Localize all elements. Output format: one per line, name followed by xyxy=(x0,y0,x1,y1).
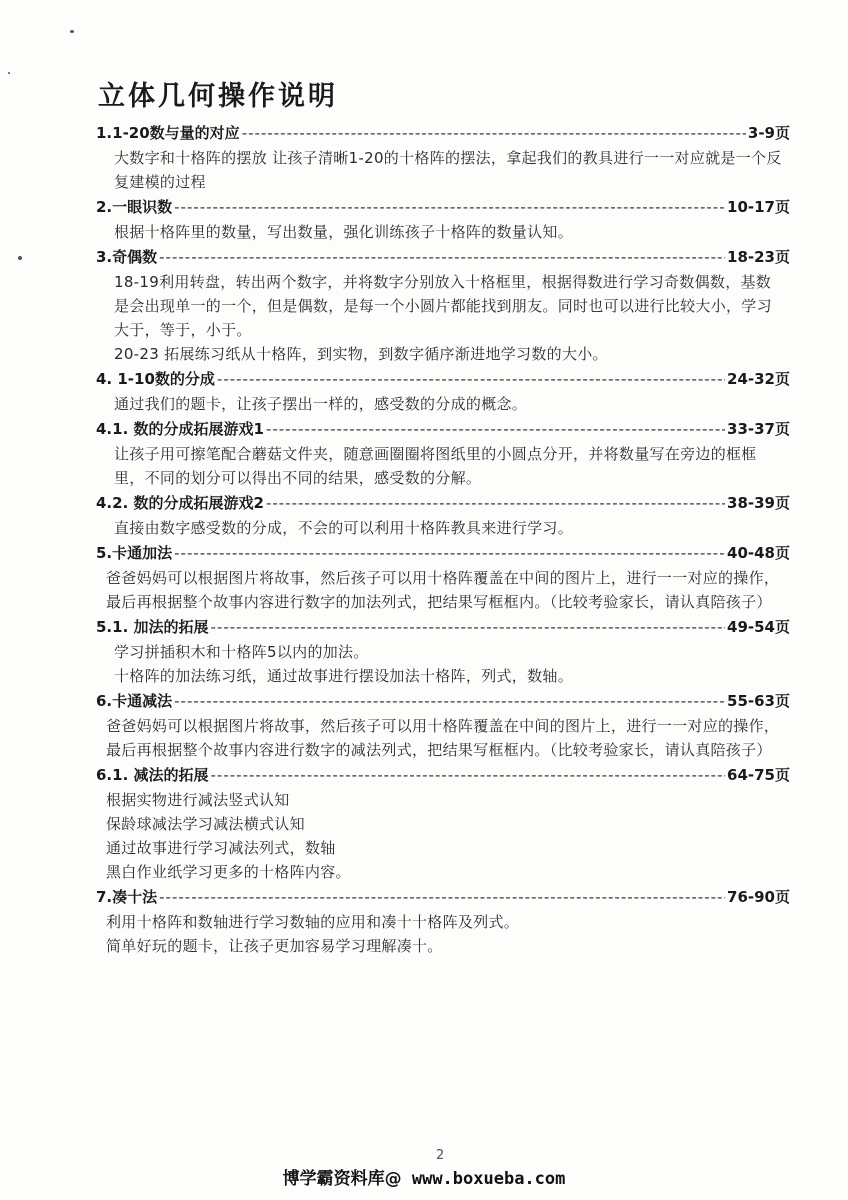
dot-leader xyxy=(211,614,726,640)
toc-entry-pages: 10-17页 xyxy=(727,198,790,216)
dot-leader xyxy=(174,688,725,714)
toc-entry-heading xyxy=(96,490,790,516)
toc-entry-pages: 40-48页 xyxy=(727,544,790,562)
description-line: 通过我们的题卡，让孩子摆出一样的，感受数的分成的概念。 xyxy=(114,395,528,413)
scan-speck xyxy=(18,256,22,260)
toc-entry-2 xyxy=(96,194,790,244)
dot-leader xyxy=(174,540,725,566)
toc-entry-title: 5.卡通加法 xyxy=(96,544,173,562)
toc-entry-1 xyxy=(96,120,790,194)
toc-entry-heading xyxy=(96,884,790,910)
toc-entry-title: 6.卡通减法 xyxy=(96,692,173,710)
page-title: 立体几何操作说明 xyxy=(98,81,338,112)
toc-entry-title: 4. 1-10数的分成 xyxy=(96,370,215,388)
scan-speck xyxy=(70,30,74,33)
toc-entry-heading xyxy=(96,244,790,270)
description-line: 根据十格阵里的数量，写出数量，强化训练孩子十格阵的数量认知。 xyxy=(114,223,574,241)
toc-entry-description xyxy=(96,146,790,194)
description-line: 利用十格阵和数轴进行学习数轴的应用和凑十十格阵及列式。 xyxy=(106,913,520,931)
toc-entry-4-1 xyxy=(96,416,790,490)
toc-entry-description xyxy=(96,220,790,244)
description-line: 爸爸妈妈可以根据图片将故事，然后孩子可以用十格阵覆盖在中间的图片上，进行一一对应的操作，最后再根据整个故事内容进行数字的加法列式，把结果写框框内。（比较考验家长，请认真陪孩子） xyxy=(106,569,780,611)
description-line: 直接由数字感受数的分成，不会的可以利用十格阵教具来进行学习。 xyxy=(114,519,574,537)
toc-entry-title: 4.2. 数的分成拓展游戏2 xyxy=(96,494,264,512)
dot-leader xyxy=(159,884,725,910)
dot-leader xyxy=(266,490,725,516)
description-line: 十格阵的加法练习纸，通过故事进行摆设加法十格阵，列式，数轴。 xyxy=(114,667,574,685)
toc-entry-heading xyxy=(96,540,790,566)
dot-leader xyxy=(174,194,725,220)
toc-entry-description xyxy=(96,910,790,958)
toc-entry-pages: 76-90页 xyxy=(727,888,790,906)
toc-entry-pages: 18-23页 xyxy=(727,248,790,266)
page-number: 2 xyxy=(436,1148,445,1163)
toc-entry-pages: 24-32页 xyxy=(727,370,790,388)
description-line: 18-19利用转盘，转出两个数字，并将数字分别放入十格框里，根据得数进行学习奇数偶数，基数是会出现单一的一个，但是偶数，是每一个小圆片都能找到朋友。同时也可以进行比较大小，学习大于，等于，小于。 xyxy=(114,273,772,339)
toc-entry-heading xyxy=(96,194,790,220)
toc-entry-title: 6.1. 减法的拓展 xyxy=(96,766,209,784)
description-line: 爸爸妈妈可以根据图片将故事，然后孩子可以用十格阵覆盖在中间的图片上，进行一一对应的操作，最后再根据整个故事内容进行数字的减法列式，把结果写框框内。（比较考验家长，请认真陪孩子） xyxy=(106,717,780,759)
toc-entry-4 xyxy=(96,366,790,416)
toc-entry-title: 2.一眼识数 xyxy=(96,198,173,216)
description-line: 学习拼插积木和十格阵5以内的加法。 xyxy=(114,643,369,661)
description-line: 黑白作业纸学习更多的十格阵内容。 xyxy=(106,863,351,881)
dot-leader xyxy=(211,762,726,788)
footer-url: www.boxueba.com xyxy=(401,1169,566,1189)
toc-entry-3 xyxy=(96,244,790,366)
toc-entry-description xyxy=(96,640,790,688)
toc-entry-pages: 33-37页 xyxy=(727,420,790,438)
description-line: 简单好玩的题卡，让孩子更加容易学习理解凑十。 xyxy=(106,937,443,955)
toc-entry-6-1 xyxy=(96,762,790,884)
toc-entry-heading xyxy=(96,762,790,788)
toc-entry-4-2 xyxy=(96,490,790,540)
toc-entry-title: 7.凑十法 xyxy=(96,888,158,906)
toc-entry-title: 4.1. 数的分成拓展游戏1 xyxy=(96,420,264,438)
toc-entry-description xyxy=(96,270,790,366)
footer-site-name: 博学霸资料库@ xyxy=(282,1169,402,1189)
toc-entry-description xyxy=(96,392,790,416)
toc-entry-description xyxy=(96,714,790,762)
footer-watermark xyxy=(0,1164,848,1189)
toc-entry-pages: 38-39页 xyxy=(727,494,790,512)
toc-entry-pages: 64-75页 xyxy=(727,766,790,784)
toc-entry-pages: 3-9页 xyxy=(747,124,790,142)
toc-entry-title: 5.1. 加法的拓展 xyxy=(96,618,209,636)
toc-entry-7 xyxy=(96,884,790,958)
table-of-contents xyxy=(96,120,790,958)
toc-entry-heading xyxy=(96,614,790,640)
dot-leader xyxy=(266,416,725,442)
toc-entry-heading xyxy=(96,120,790,146)
toc-entry-description xyxy=(96,516,790,540)
toc-entry-pages: 55-63页 xyxy=(727,692,790,710)
description-line: 根据实物进行减法竖式认知 xyxy=(106,791,290,809)
toc-entry-description xyxy=(96,566,790,614)
scan-speck xyxy=(8,72,10,74)
toc-entry-heading xyxy=(96,416,790,442)
toc-entry-heading xyxy=(96,688,790,714)
description-line: 让孩子用可擦笔配合蘑菇文件夹，随意画圈圈将图纸里的小圆点分开，并将数量写在旁边的框框里，不同的划分可以得出不同的结果，感受数的分解。 xyxy=(114,445,757,487)
dot-leader xyxy=(217,366,725,392)
toc-entry-description xyxy=(96,788,790,884)
dot-leader xyxy=(159,244,725,270)
description-line: 通过故事进行学习减法列式，数轴 xyxy=(106,839,336,857)
toc-entry-heading xyxy=(96,366,790,392)
description-line: 大数字和十格阵的摆放 让孩子清晰1-20的十格阵的摆法，拿起我们的教具进行一一对应就是一个反复建模的过程 xyxy=(114,149,782,191)
toc-entry-5-1 xyxy=(96,614,790,688)
toc-entry-title: 1.1-20数与量的对应 xyxy=(96,124,240,142)
dot-leader xyxy=(242,120,746,146)
description-line: 保龄球减法学习减法横式认知 xyxy=(106,815,305,833)
toc-entry-description xyxy=(96,442,790,490)
description-line: 20-23 拓展练习纸从十格阵，到实物，到数字循序渐进地学习数的大小。 xyxy=(114,345,608,363)
toc-entry-5 xyxy=(96,540,790,614)
toc-entry-6 xyxy=(96,688,790,762)
toc-entry-title: 3.奇偶数 xyxy=(96,248,158,266)
toc-entry-pages: 49-54页 xyxy=(727,618,790,636)
